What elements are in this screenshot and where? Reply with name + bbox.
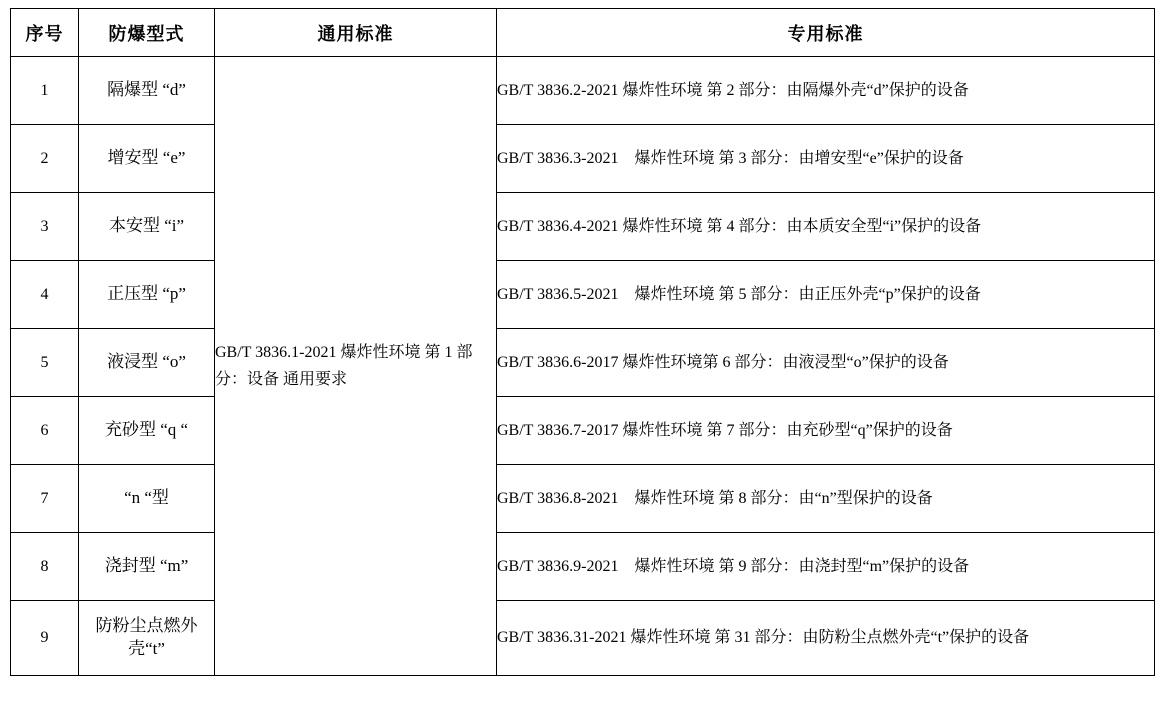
- cell-protection-type: 本安型 “i”: [79, 193, 215, 261]
- table-row: [11, 533, 1155, 601]
- cell-seq: 7: [11, 465, 79, 533]
- table-row: [11, 397, 1155, 465]
- cell-special-standard: GB/T 3836.5-2021 爆炸性环境 第 5 部分：由正压外壳“p”保护的设备: [497, 261, 1155, 329]
- cell-protection-type: 充砂型 “q “: [79, 397, 215, 465]
- cell-general-standard: GB/T 3836.1-2021 爆炸性环境 第 1 部分：设备 通用要求: [215, 57, 497, 676]
- cell-protection-type: 增安型 “e”: [79, 125, 215, 193]
- table-row: [11, 125, 1155, 193]
- table-row: [11, 193, 1155, 261]
- cell-special-standard: GB/T 3836.2-2021 爆炸性环境 第 2 部分：由隔爆外壳“d”保护的设备: [497, 57, 1155, 125]
- column-header-seq: 序号: [11, 9, 79, 57]
- cell-protection-type: 浇封型 “m”: [79, 533, 215, 601]
- cell-seq: 4: [11, 261, 79, 329]
- cell-seq: 8: [11, 533, 79, 601]
- cell-seq: 6: [11, 397, 79, 465]
- table-row: [11, 261, 1155, 329]
- cell-seq: 5: [11, 329, 79, 397]
- cell-protection-type: 隔爆型 “d”: [79, 57, 215, 125]
- column-header-general-standard: 通用标准: [215, 9, 497, 57]
- table-row: [11, 601, 1155, 676]
- cell-seq: 2: [11, 125, 79, 193]
- column-header-special-standard: 专用标准: [497, 9, 1155, 57]
- cell-special-standard: GB/T 3836.6-2017 爆炸性环境第 6 部分：由液浸型“o”保护的设备: [497, 329, 1155, 397]
- cell-protection-type: 正压型 “p”: [79, 261, 215, 329]
- table-body: [11, 57, 1155, 676]
- table-row: [11, 57, 1155, 125]
- table-row: [11, 329, 1155, 397]
- cell-protection-type: 防粉尘点燃外壳“t”: [79, 601, 215, 676]
- cell-seq: 3: [11, 193, 79, 261]
- cell-seq: 1: [11, 57, 79, 125]
- cell-special-standard: GB/T 3836.31-2021 爆炸性环境 第 31 部分：由防粉尘点燃外壳“t”保护的设备: [497, 601, 1155, 676]
- table-header-row: [11, 9, 1155, 57]
- explosion-proof-standards-table: [10, 8, 1155, 676]
- cell-special-standard: GB/T 3836.8-2021 爆炸性环境 第 8 部分：由“n”型保护的设备: [497, 465, 1155, 533]
- cell-special-standard: GB/T 3836.7-2017 爆炸性环境 第 7 部分：由充砂型“q”保护的设备: [497, 397, 1155, 465]
- cell-protection-type: 液浸型 “o”: [79, 329, 215, 397]
- table-row: [11, 465, 1155, 533]
- cell-special-standard: GB/T 3836.4-2021 爆炸性环境 第 4 部分：由本质安全型“i”保护的设备: [497, 193, 1155, 261]
- cell-seq: 9: [11, 601, 79, 676]
- cell-protection-type: “n “型: [79, 465, 215, 533]
- cell-special-standard: GB/T 3836.9-2021 爆炸性环境 第 9 部分：由浇封型“m”保护的设备: [497, 533, 1155, 601]
- column-header-protection-type: 防爆型式: [79, 9, 215, 57]
- table-header: [11, 9, 1155, 57]
- cell-special-standard: GB/T 3836.3-2021 爆炸性环境 第 3 部分：由增安型“e”保护的设备: [497, 125, 1155, 193]
